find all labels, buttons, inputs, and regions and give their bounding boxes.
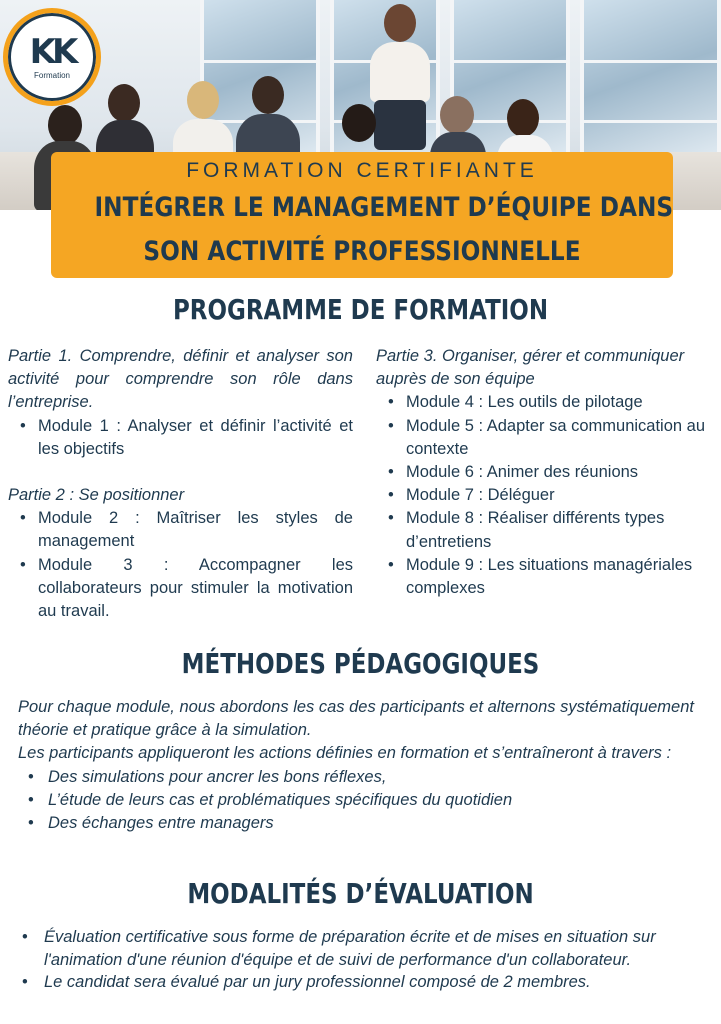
list-item: • Module 9 : Les situations managériales complexes (376, 554, 716, 600)
methods-heading: MÉTHODES PÉDAGOGIQUES (181, 647, 540, 680)
list-item: • Évaluation certificative sous forme de préparation écrite et de mises en situation sur l'animation d'une réunion d'équipe et de suivi de performance d'un collaborateur. (18, 926, 708, 971)
part1-module-list (8, 415, 353, 461)
methods-intro-1: Pour chaque module, nous abordons les cas des participants et alternons systématiquement théorie et pratique grâce à la simulation. (18, 698, 694, 740)
title-banner (51, 152, 673, 278)
list-item: • Module 8 : Réaliser différents types d’entretiens (376, 507, 716, 553)
logo-subtitle: Formation (33, 70, 70, 80)
list-item: • Module 3 : Accompagner les collaborateurs pour stimuler la motivation au travail. (8, 554, 353, 624)
banner-kicker: FORMATION CERTIFIANTE (186, 159, 538, 182)
list-item: • Module 2 : Maîtriser les styles de management (8, 507, 353, 553)
list-item: • L’étude de leurs cas et problématiques spécifiques du quotidien (18, 789, 718, 812)
evaluation-section (18, 926, 708, 994)
list-item: • Module 5 : Adapter sa communication au contexte (376, 415, 716, 461)
part1-title: Partie 1. Comprendre, définir et analyser son activité pour comprendre son rôle dans l’entreprise. (8, 347, 353, 412)
banner-title-line1: INTÉGRER LE MANAGEMENT D’ÉQUIPE DANS (94, 192, 674, 223)
part3-title: Partie 3. Organiser, gérer et communiquer auprès de son équipe (376, 347, 685, 389)
programme-left-column (8, 345, 353, 623)
programme-right-column (376, 345, 716, 600)
part3-module-list (376, 391, 716, 600)
evaluation-list (18, 926, 708, 994)
list-item: • Module 4 : Les outils de pilotage (376, 391, 716, 414)
methods-list (18, 766, 718, 836)
list-item: • Module 6 : Animer des réunions (376, 461, 716, 484)
list-item: • Des simulations pour ancrer les bons réflexes, (18, 766, 718, 789)
list-item: • Le candidat sera évalué par un jury professionnel composé de 2 membres. (18, 971, 708, 994)
methods-section (18, 696, 718, 835)
part2-module-list (8, 507, 353, 623)
banner-title-line2: SON ACTIVITÉ PROFESSIONNELLE (143, 236, 581, 267)
list-item: • Module 1 : Analyser et définir l’activité et les objectifs (8, 415, 353, 461)
programme-heading: PROGRAMME DE FORMATION (172, 293, 549, 326)
part2-title: Partie 2 : Se positionner (8, 486, 185, 505)
list-item: • Des échanges entre managers (18, 812, 718, 835)
methods-intro-2: Les participants appliqueront les actions définies en formation et s’entraîneront à travers : (18, 744, 672, 763)
brand-logo (3, 8, 101, 106)
list-item: • Module 7 : Déléguer (376, 484, 716, 507)
logo-mark: KK (29, 31, 75, 72)
evaluation-heading: MODALITÉS D’ÉVALUATION (187, 877, 534, 910)
